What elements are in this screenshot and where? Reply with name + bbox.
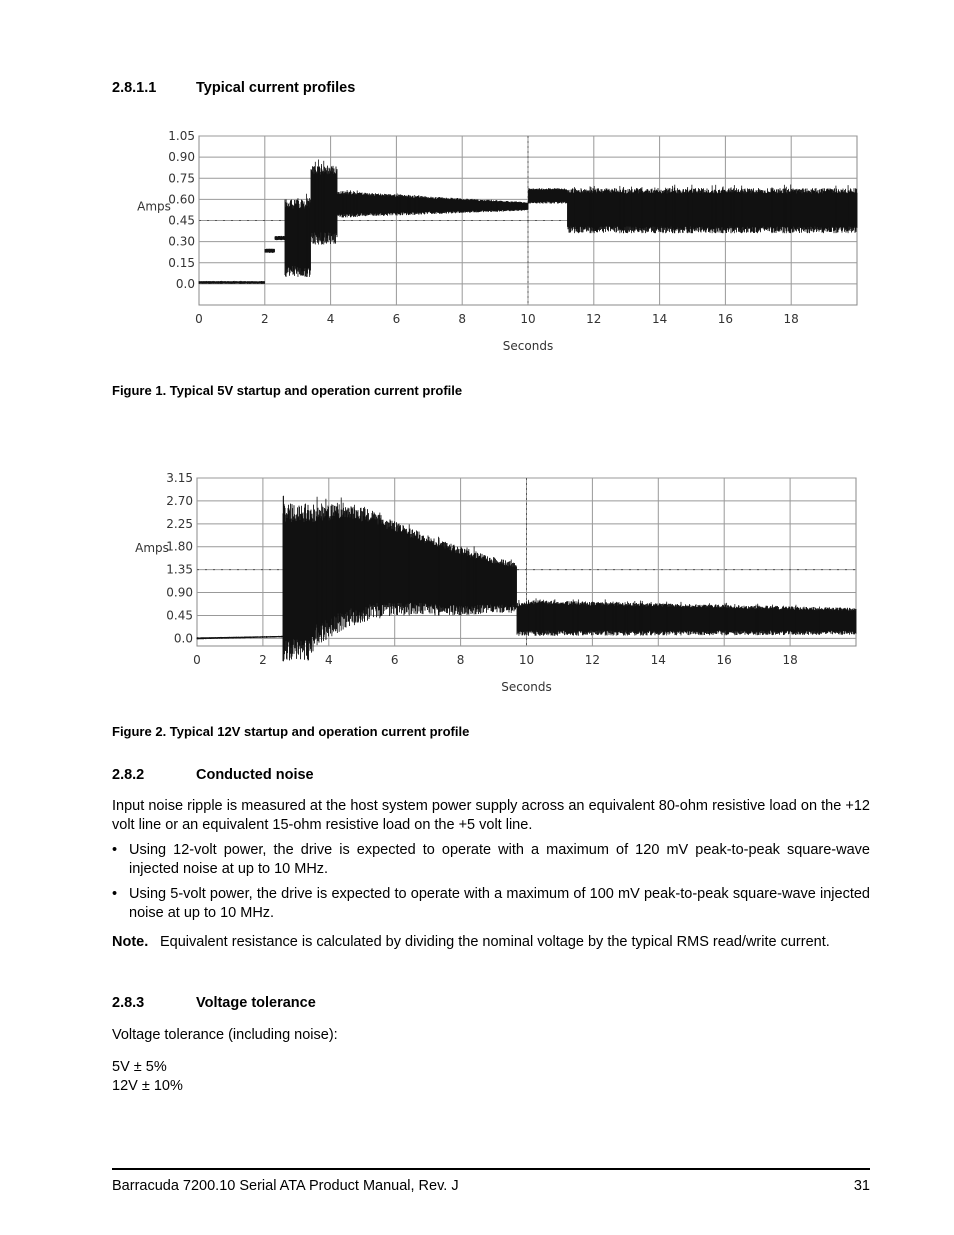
x-tick-label: 12 <box>584 653 601 667</box>
x-tick-label: 8 <box>456 653 465 667</box>
bullet-text: Using 12-volt power, the drive is expected to operate with a maximum of 120 mV peak-to-peak square-wave injected noise at up to 10 MHz. <box>129 842 870 877</box>
current-trace <box>199 166 857 284</box>
x-tick-label: 8 <box>458 312 467 326</box>
chart1-group <box>137 129 857 353</box>
x-tick-label: 14 <box>651 312 668 326</box>
plot-frame <box>197 478 856 646</box>
bullet-icon: • <box>112 886 118 902</box>
x-tick-label: 14 <box>650 653 666 667</box>
current-trace <box>197 504 856 661</box>
x-tick-label: 0 <box>193 653 201 667</box>
voltage-tolerance-5v: 5V ± 5% <box>112 1059 167 1075</box>
x-tick-label: 16 <box>716 653 732 667</box>
voltage-tolerance-12v: 12V ± 10% <box>112 1078 183 1094</box>
section-title: Voltage tolerance <box>196 995 316 1011</box>
y-tick-label: 2.25 <box>166 516 193 531</box>
footer-rule <box>112 1168 870 1170</box>
plot-frame <box>199 136 857 305</box>
y-tick-label: 0.60 <box>168 192 195 207</box>
x-axis-title: Seconds <box>502 339 554 353</box>
section-number: 2.8.1.1 <box>112 80 157 96</box>
footer-title: Barracuda 7200.10 Serial ATA Product Manual, Rev. J <box>112 1178 459 1194</box>
x-tick-label: 4 <box>324 653 333 667</box>
x-tick-label: 2 <box>259 653 267 667</box>
x-tick-label: 0 <box>195 312 203 326</box>
y-tick-label: 0.45 <box>166 608 193 623</box>
y-tick-label: 1.80 <box>166 539 193 554</box>
bullet-item <box>112 885 870 925</box>
bullet-item <box>112 841 870 881</box>
y-tick-label: 0.0 <box>173 631 193 646</box>
note-label: Note. <box>112 934 149 950</box>
y-tick-label: 2.70 <box>166 493 193 508</box>
voltage-tolerance-intro: Voltage tolerance (including noise): <box>112 1027 338 1043</box>
y-tick-label: 0.90 <box>166 585 193 600</box>
section-title: Typical current profiles <box>196 80 356 96</box>
bullet-icon: • <box>112 842 118 858</box>
x-tick-label: 6 <box>392 312 401 326</box>
y-tick-label: 0.30 <box>168 234 195 249</box>
x-tick-label: 4 <box>326 312 335 326</box>
y-axis-title: Amps <box>137 199 171 214</box>
x-tick-label: 18 <box>783 312 799 326</box>
figure1-caption: Figure 1. Typical 5V startup and operation current profile <box>112 383 463 398</box>
y-axis-title: Amps <box>135 541 169 555</box>
y-tick-label: 1.05 <box>168 129 195 143</box>
page-number: 31 <box>853 1178 870 1194</box>
section-number: 2.8.3 <box>112 995 145 1011</box>
y-tick-label: 1.35 <box>166 562 193 577</box>
x-axis-title: Seconds <box>501 680 552 694</box>
chart2-group <box>135 471 856 694</box>
y-tick-label: 3.15 <box>166 471 193 485</box>
x-tick-label: 2 <box>260 312 269 326</box>
y-tick-label: 0.45 <box>168 213 195 228</box>
note-text: Equivalent resistance is calculated by dividing the nominal voltage by the typical RMS read/write current. <box>160 934 830 950</box>
x-tick-label: 16 <box>717 312 734 326</box>
bullet-text: Using 5-volt power, the drive is expected to operate with a maximum of 100 mV peak-to-peak square-wave injected noise at up to 10 MHz. <box>129 886 870 921</box>
conducted-noise-paragraph: Input noise ripple is measured at the host system power supply across an equivalent 80-ohm resistive load on the +12 volt line or an equivalent 15-ohm resistive load on the +5 volt line. <box>112 798 870 833</box>
x-tick-label: 6 <box>390 653 399 667</box>
y-tick-label: 0.0 <box>175 276 195 291</box>
y-tick-label: 0.75 <box>168 171 195 186</box>
section-number: 2.8.2 <box>112 767 145 783</box>
x-tick-label: 10 <box>518 653 535 667</box>
x-tick-label: 18 <box>782 653 798 667</box>
x-tick-label: 12 <box>586 312 602 326</box>
section-title: Conducted noise <box>196 767 314 783</box>
x-tick-label: 10 <box>520 312 536 326</box>
y-tick-label: 0.15 <box>168 255 195 270</box>
figure2-caption: Figure 2. Typical 12V startup and operation current profile <box>112 724 470 739</box>
y-tick-label: 0.90 <box>168 150 195 165</box>
